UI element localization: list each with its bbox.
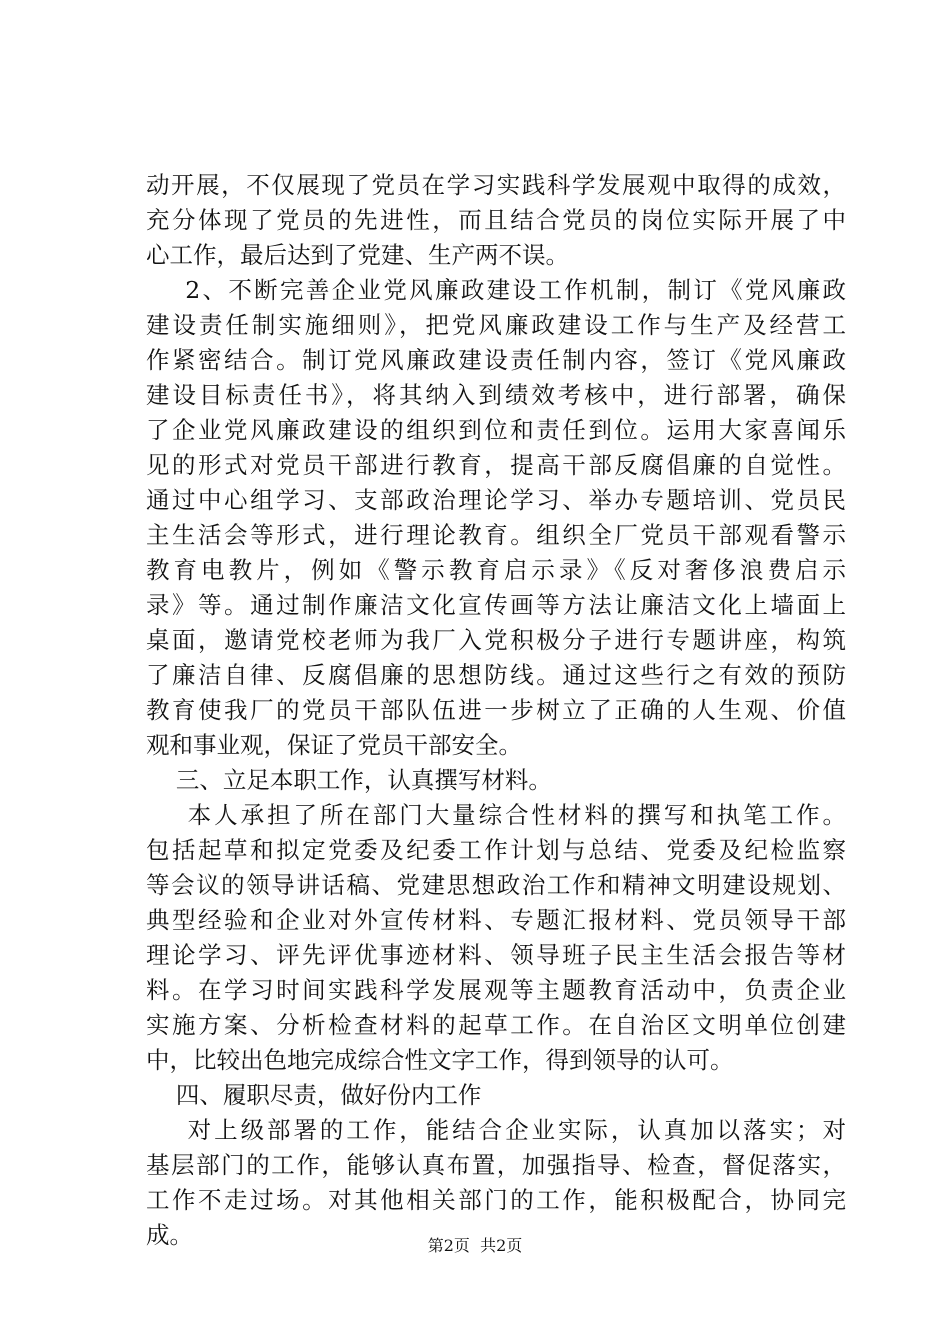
text-line: 中，比较出色地完成综合性文字工作，得到领导的认可。 [146,1046,734,1074]
text-line: 见的形式对党员干部进行教育，提高干部反腐倡廉的自觉性。 [146,451,846,479]
text-line: 成。 [146,1221,193,1249]
text-line: 心工作，最后达到了党建、生产两不误。 [146,241,569,269]
text-line: 观和事业观，保证了党员干部安全。 [146,731,522,759]
text-line: 主生活会等形式，进行理论教育。组织全厂党员干部观看警示 [146,521,846,549]
text-line: 等会议的领导讲话稿、党建思想政治工作和精神文明建设规划、 [146,871,846,899]
text-line: 理论学习、评先评优事迹材料、领导班子民主生活会报告等材 [146,941,846,969]
text-line: 了廉洁自律、反腐倡廉的思想防线。通过这些行之有效的预防 [146,661,846,689]
text-line: 充分体现了党员的先进性，而且结合党员的岗位实际开展了中 [146,206,846,234]
text-line: 录》等。通过制作廉洁文化宣传画等方法让廉洁文化上墙面上 [146,591,846,619]
text-line: 实施方案、分析检查材料的起草工作。在自治区文明单位创建 [146,1011,846,1039]
text-line: 基层部门的工作，能够认真布置，加强指导、检查，督促落实， [146,1151,846,1179]
text-line: 料。在学习时间实践科学发展观等主题教育活动中，负责企业 [146,976,846,1004]
text-line: 作紧密结合。制订党风廉政建设责任制内容，签订《党风廉政 [146,346,846,374]
text-line: 工作不走过场。对其他相关部门的工作，能积极配合，协同完 [146,1186,846,1214]
text-line: 了企业党风廉政建设的组织到位和责任到位。运用大家喜闻乐 [146,416,846,444]
text-line: 建设目标责任书》，将其纳入到绩效考核中，进行部署，确保 [146,381,846,409]
page-number-footer: 第2页 共2页 [427,1236,523,1255]
text-line: 动开展，不仅展现了党员在学习实践科学发展观中取得的成效， [146,171,846,199]
document-body [146,168,846,1253]
text-line: 桌面，邀请党校老师为我厂入党积极分子进行专题讲座，构筑 [146,626,846,654]
text-line: 教育电教片，例如《警示教育启示录》《反对奢侈浪费启示 [146,556,846,584]
section-heading: 四、履职尽责，做好份内工作 [146,1081,482,1109]
section-heading: 三、立足本职工作，认真撰写材料。 [146,766,552,794]
text-line: 对上级部署的工作，能结合企业实际，认真加以落实；对 [146,1116,846,1144]
text-line: 包括起草和拟定党委及纪委工作计划与总结、党委及纪检监察 [146,836,846,864]
text-line: 2、不断完善企业党风廉政建设工作机制，制订《党风廉政 [146,276,846,304]
text-line: 通过中心组学习、支部政治理论学习、举办专题培训、党员民 [146,486,846,514]
text-line: 本人承担了所在部门大量综合性材料的撰写和执笔工作。 [146,801,846,829]
text-line: 建设责任制实施细则》，把党风廉政建设工作与生产及经营工 [146,311,846,339]
text-line: 教育使我厂的党员干部队伍进一步树立了正确的人生观、价值 [146,696,846,724]
text-line: 典型经验和企业对外宣传材料、专题汇报材料、党员领导干部 [146,906,846,934]
